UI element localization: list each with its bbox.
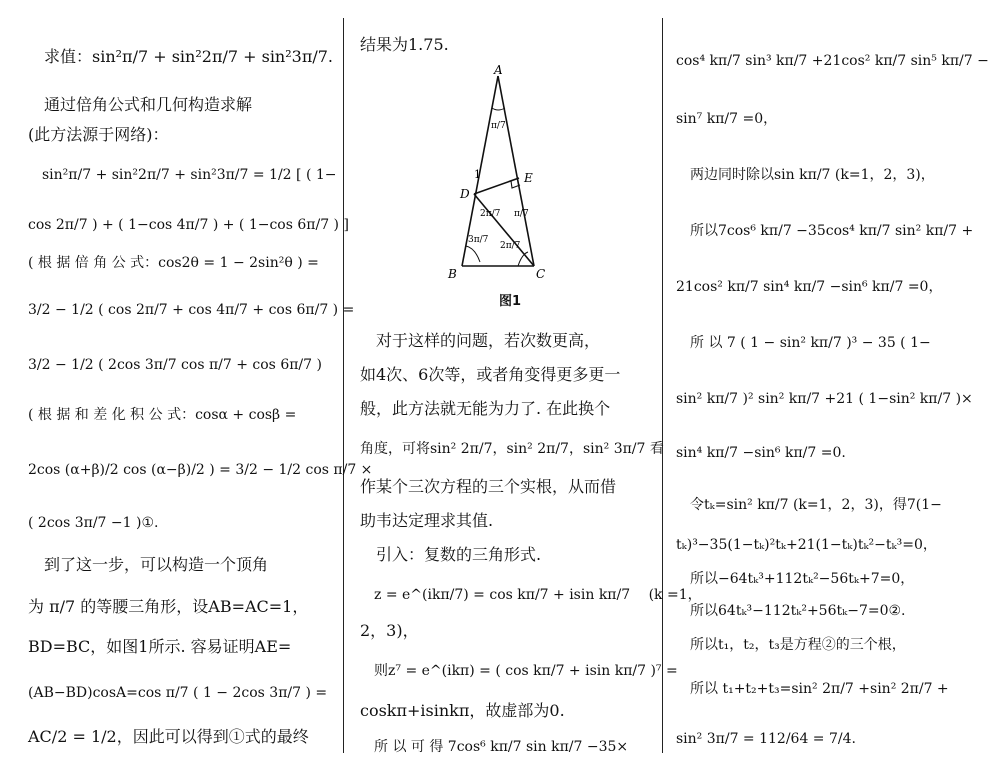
text-line: 作某个三次方程的三个实根，从而借 (360, 477, 617, 496)
text-line: 求值：sin²π/7 + sin²2π/7 + sin²3π/7. (28, 47, 334, 66)
text-line: 所以64tₖ³−112tₖ²+56tₖ−7=0②. (676, 603, 906, 619)
text-line: 21cos² kπ/7 sin⁴ kπ/7 −sin⁶ kπ/7 =0， (676, 279, 943, 295)
label-c: C (536, 267, 546, 281)
text-line: cos⁴ kπ/7 sin³ kπ/7 +21cos² kπ/7 sin⁵ kπ/7 − (676, 53, 989, 69)
text-line: 2，3)， (360, 621, 419, 640)
label-angle-b: 3π/7 (468, 235, 489, 245)
text-line: 所以−64tₖ³+112tₖ²−56tₖ+7=0， (676, 571, 915, 587)
text-line: 如4次、6次等，或者角变得更多更一 (360, 365, 621, 384)
text-line: 角度，可将sin² 2π/7，sin² 2π/7，sin² 3π/7 看 (360, 441, 664, 457)
text-line: 所以t₁，t₂，t₃是方程②的三个根， (676, 637, 906, 653)
text-line: sin² kπ/7 )² sin² kπ/7 +21 ( 1−sin² kπ/7 )× (676, 391, 973, 407)
text-line: (此方法源于网络)： (28, 125, 169, 144)
text-line: z = e^(ikπ/7) = cos kπ/7 + isin kπ/7 (k =1， (360, 587, 702, 603)
text-line: sin⁷ kπ/7 =0， (676, 111, 778, 127)
text-line: ( 根 据 倍 角 公 式：cos2θ = 1 − 2sin²θ ) = (28, 255, 319, 271)
text-line: 2cos (α+β)/2 cos (α−β)/2 ) = 3/2 − 1/2 cos π/7 × (28, 462, 373, 478)
text-line: 引入：复数的三角形式. (360, 545, 542, 564)
text-line: tₖ)³−35(1−tₖ)²tₖ+21(1−tₖ)tₖ²−tₖ³=0， (676, 537, 937, 553)
text-line: 令tₖ=sin² kπ/7 (k=1，2，3)，得7(1− (676, 497, 942, 513)
text-line: 两边同时除以sin kπ/7 (k=1，2，3)， (676, 167, 935, 183)
text-line: 结果为1.75. (360, 35, 449, 54)
text-line: 为 π/7 的等腰三角形，设AB=AC=1， (28, 597, 309, 616)
text-line: 则z⁷ = e^(ikπ) = ( cos kπ/7 + isin kπ/7 )⁷ = (360, 663, 678, 679)
text-line: coskπ+isinkπ，故虚部为0. (360, 701, 565, 720)
column-divider-right (662, 18, 663, 753)
column-3 (676, 14, 989, 751)
isosceles-triangle-diagram (440, 63, 580, 288)
label-angle-a: π/7 (491, 121, 506, 131)
label-side-1: 1 (474, 168, 481, 181)
figure-1 (440, 63, 580, 309)
text-line: 对于这样的问题，若次数更高， (360, 331, 601, 350)
text-line: 通过倍角公式和几何构造求解 (28, 95, 253, 114)
text-line: 般，此方法就无能为力了. 在此换个 (360, 399, 611, 418)
text-line: 所 以 7 ( 1 − sin² kπ/7 )³ − 35 ( 1− (676, 335, 931, 351)
figure-caption: 图1 (498, 294, 522, 309)
text-line: ( 2cos 3π/7 −1 )①. (28, 515, 159, 531)
text-line: sin⁴ kπ/7 −sin⁶ kπ/7 =0. (676, 445, 846, 461)
text-line: sin² 3π/7 = 112/64 = 7/4. (676, 731, 856, 747)
text-line: 3/2 − 1/2 ( cos 2π/7 + cos 4π/7 + cos 6π/7 ) = (28, 302, 355, 318)
text-line: BD=BC，如图1所示. 容易证明AE= (28, 637, 292, 656)
text-line: ( 根 据 和 差 化 积 公 式：cosα + cosβ = (28, 407, 297, 423)
label-b: B (448, 267, 457, 281)
label-a: A (494, 63, 503, 77)
text-line: 所 以 可 得 7cos⁶ kπ/7 sin kπ/7 −35× (360, 739, 629, 755)
column-divider-left (343, 18, 344, 753)
text-line: 所以 t₁+t₂+t₃=sin² 2π/7 +sin² 2π/7 + (676, 681, 949, 697)
text-line: 3/2 − 1/2 ( 2cos 3π/7 cos π/7 + cos 6π/7 ) (28, 357, 322, 373)
text-line: sin²π/7 + sin²2π/7 + sin²3π/7 = 1/2 [ ( 1− (28, 167, 337, 183)
column-1 (28, 14, 373, 751)
label-angle-ec: π/7 (514, 209, 529, 219)
text-line: 助韦达定理求其值. (360, 511, 494, 530)
label-angle-dc1: 2π/7 (480, 209, 501, 219)
text-line: 到了这一步，可以构造一个顶角 (28, 555, 269, 574)
column-2 (360, 14, 702, 755)
label-angle-dc2: 2π/7 (500, 241, 521, 251)
text-line: 所以7cos⁶ kπ/7 −35cos⁴ kπ/7 sin² kπ/7 + (676, 223, 974, 239)
label-e: E (524, 171, 533, 185)
label-d: D (460, 187, 470, 201)
text-line: (AB−BD)cosA=cos π/7 ( 1 − 2cos 3π/7 ) = (28, 685, 328, 701)
text-line: AC/2 = 1/2，因此可以得到①式的最终 (28, 727, 309, 746)
text-line: cos 2π/7 ) + ( 1−cos 4π/7 ) + ( 1−cos 6π/7 ) ] (28, 217, 349, 233)
